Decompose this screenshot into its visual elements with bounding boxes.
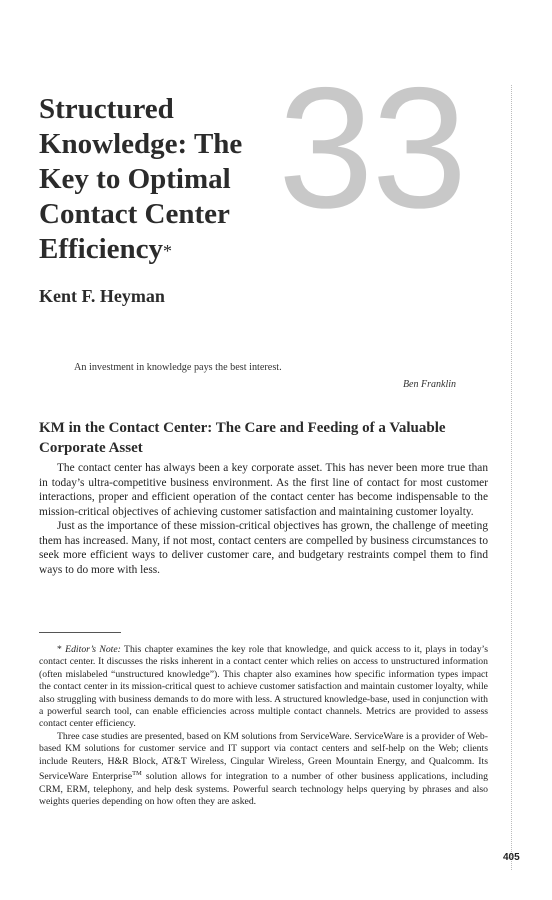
footnote-marker: *: [57, 644, 62, 655]
footnote-text: Three case studies are presented, based on KM solutions from ServiceWare. ServiceWare is a provider of Web-based KM solutions for customer service and IT support via contact centers and self-help on the Web; clients include Reuters, H&R Block, AT&T Wireless, Cingular Wireless, Green Mountain Energy, and Qualcomm. Its ServiceWare Enterprise: [39, 730, 488, 783]
footnote-text: solution allows for integration to a number of other business applications, including CRM, ERM, telephony, and help desk systems. Powerful search technology helps querying by phrases and also weights queries depending on how often they are asked.: [39, 771, 488, 808]
section-heading: KM in the Contact Center: The Care and Feeding of a Valuable Corporate Asset: [39, 420, 446, 456]
epigraph-attribution: Ben Franklin: [402, 379, 456, 390]
footnote-label: Editor’s Note:: [65, 644, 121, 655]
body-paragraph: Just as the importance of these mission-critical objectives has grown, the challenge of meeting them has increased. Many, if not most, contact centers are compelled by business circumstances to seek more efficient ways to deliver customer care, and budgetary restraints compel them to find ways to do more with less.: [39, 520, 488, 576]
footnote-paragraph: [39, 731, 488, 809]
chapter-author: Kent F. Heyman: [39, 286, 165, 306]
page-number: 405: [503, 852, 520, 863]
chapter-title-text: Structured Knowledge: The Key to Optimal Contact Center Efficiency: [39, 93, 243, 265]
chapter-number: 33: [278, 52, 466, 244]
footnote-text: This chapter examines the key role that knowledge, and quick access to it, plays in today’s contact center. It discusses the risks inherent in a contact center which relies on access to unstructured information (often mislabeled “unstructured knowledge”). This chapter also examines how specific information types impact the contact center in its mission-critical quest to achieve customer satisfaction and maintain customer loyalty, while also struggling with business demands to do more with less. A structured knowledge-base, used in conjunction with a powerful search tool, can enable efficiencies across multiple contact channels. Metrics are provided to assess contact center efficiency.: [39, 644, 489, 730]
margin-rule: [511, 85, 512, 870]
trademark-symbol: TM: [132, 770, 142, 778]
body-paragraph: The contact center has always been a key corporate asset. This has never been more true than in today’s ultra-competitive business environment. As the first line of contact for most customer interactions, proper and efficient operation of the contact center has become indispensable to the mission-critical objectives of achieving customer satisfaction and maintaining customer loyalty.: [39, 462, 488, 518]
footnote-paragraph: [39, 644, 488, 731]
footnote: [39, 644, 488, 809]
footnote-divider: [39, 632, 121, 633]
epigraph-quote: An investment in knowledge pays the best interest.: [74, 362, 282, 373]
chapter-title: [39, 92, 279, 267]
title-footnote-marker: *: [163, 241, 173, 261]
body-text: [39, 461, 488, 577]
